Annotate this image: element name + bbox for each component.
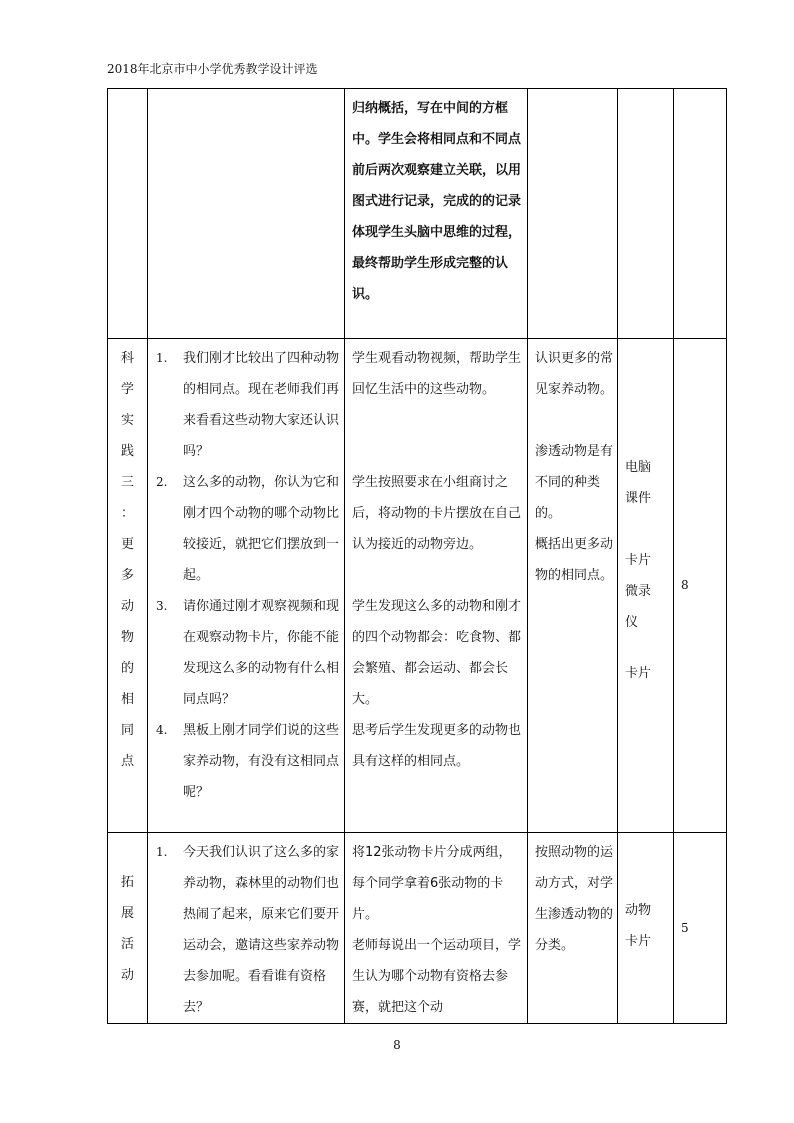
- intent-cell-empty: [528, 89, 618, 339]
- step-number: 4.: [156, 723, 168, 737]
- list-item: [148, 715, 344, 808]
- stage-char: 物: [120, 630, 134, 645]
- resource-item: 卡片: [625, 666, 652, 681]
- stage-char: 相: [120, 692, 134, 707]
- resource-item: 课件: [625, 491, 652, 506]
- document-header: 2018年北京市中小学优秀教学设计评选: [107, 62, 318, 76]
- stage-cell: [108, 339, 148, 833]
- page-number: 8: [393, 1038, 401, 1052]
- stage-char: 动: [120, 968, 134, 983]
- intent-paragraph: 按照动物的运动方式，对学生渗透动物的分类。: [535, 845, 614, 953]
- student-paragraph: 将12张动物卡片分成两组，每个同学拿着6张动物的卡片。: [352, 845, 512, 922]
- intent-paragraph: 认识更多的常见家养动物。: [535, 351, 614, 397]
- resource-item: 卡片: [625, 553, 652, 568]
- design-intent-cell: [528, 339, 618, 833]
- student-paragraph: 学生按照要求在小组商讨之后，将动物的卡片摆放在自己认为接近的动物旁边。: [352, 475, 522, 552]
- resource-cell: [618, 833, 674, 1024]
- step-text: 今天我们认识了这么多的家养动物，森林里的动物们也热闹了起来，原来它们要开运动会，邀请这些家养动物去参加呢。看看谁有资格去？: [183, 845, 340, 1015]
- time-value: 5: [681, 920, 689, 935]
- time-cell: [674, 833, 727, 1024]
- student-activity-text: 归纳概括，写在中间的方框中。学生会将相同点和不同点前后两次观察建立关联，以用图式进行记录，完成的的记录体现学生头脑中思维的过程，最终帮助学生形成完整的认识。: [352, 101, 522, 302]
- stage-char: 活: [120, 937, 134, 952]
- student-paragraph: 老师每说出一个运动项目，学生认为哪个动物有资格去参赛，就把这个动: [352, 938, 522, 1015]
- resource-item: 微录仪: [625, 584, 652, 630]
- student-paragraph: 学生观看动物视频，帮助学生回忆生活中的这些动物。: [352, 351, 522, 397]
- step-text: 这么多的动物，你认为它和刚才四个动物的哪个动物比较接近，就把它们摆放到一起。: [183, 475, 340, 583]
- stage-char: 动: [120, 599, 134, 614]
- list-item: [148, 837, 344, 1023]
- step-text: 请你通过刚才观察视频和现在观察动物卡片，你能不能发现这么多的动物有什么相同点吗？: [183, 599, 340, 707]
- stage-char: 实: [120, 413, 134, 428]
- resource-cell-empty: [618, 89, 674, 339]
- intent-paragraph: 渗透动物是有不同的种类的。: [535, 444, 614, 521]
- intent-paragraph: 概括出更多动物的相同点。: [535, 537, 614, 583]
- resource-item: 卡片: [625, 934, 652, 949]
- list-item: [148, 467, 344, 591]
- resource-item: 电脑: [625, 460, 652, 475]
- stage-char: 展: [120, 906, 134, 921]
- time-cell: [674, 339, 727, 833]
- teacher-activity-cell: [148, 833, 345, 1024]
- stage-char: 科: [120, 351, 134, 366]
- stage-cell: [108, 833, 148, 1024]
- stage-char: 点: [120, 754, 134, 769]
- time-value: 8: [681, 578, 689, 592]
- stage-char: 同: [120, 723, 134, 738]
- list-item: [148, 591, 344, 715]
- design-intent-cell: [528, 833, 618, 1024]
- step-number: 3.: [156, 599, 168, 613]
- student-activity-cell: [345, 339, 528, 833]
- teacher-cell-empty: [148, 89, 345, 339]
- stage-char: 更: [120, 537, 134, 552]
- step-text: 黑板上刚才同学们说的这些家养动物，有没有这相同点呢？: [183, 723, 340, 800]
- lesson-plan-table: [107, 88, 727, 1024]
- step-number: 2.: [156, 475, 168, 489]
- student-paragraph: 思考后学生发现更多的动物也具有这样的相同点。: [352, 723, 522, 769]
- stage-char: 多: [120, 568, 134, 583]
- teacher-activity-cell: [148, 339, 345, 833]
- resource-item: 动物: [625, 903, 652, 918]
- student-activity-cell: [345, 89, 528, 339]
- stage-char: 拓: [120, 875, 134, 890]
- list-item: [148, 343, 344, 467]
- stage-char: ：: [120, 506, 134, 521]
- table-row-continuation: [108, 89, 727, 339]
- step-number: 1.: [156, 351, 168, 365]
- stage-char: 的: [120, 661, 134, 676]
- time-cell-empty: [674, 89, 727, 339]
- step-text: 我们刚才比较出了四种动物的相同点。现在老师我们再来看看这些动物大家还认识吗？: [183, 351, 340, 459]
- stage-char: 三: [120, 475, 134, 490]
- table-row-extension: [108, 833, 727, 1024]
- stage-cell-empty: [108, 89, 148, 339]
- step-number: 1.: [156, 845, 168, 859]
- resource-cell: [618, 339, 674, 833]
- student-activity-cell: [345, 833, 528, 1024]
- stage-char: 践: [120, 444, 134, 459]
- stage-char: 学: [120, 382, 134, 397]
- student-paragraph: 学生发现这么多的动物和刚才的四个动物都会：吃食物、都会繁殖、都会运动、都会长大。: [352, 599, 522, 707]
- table-row-practice: [108, 339, 727, 833]
